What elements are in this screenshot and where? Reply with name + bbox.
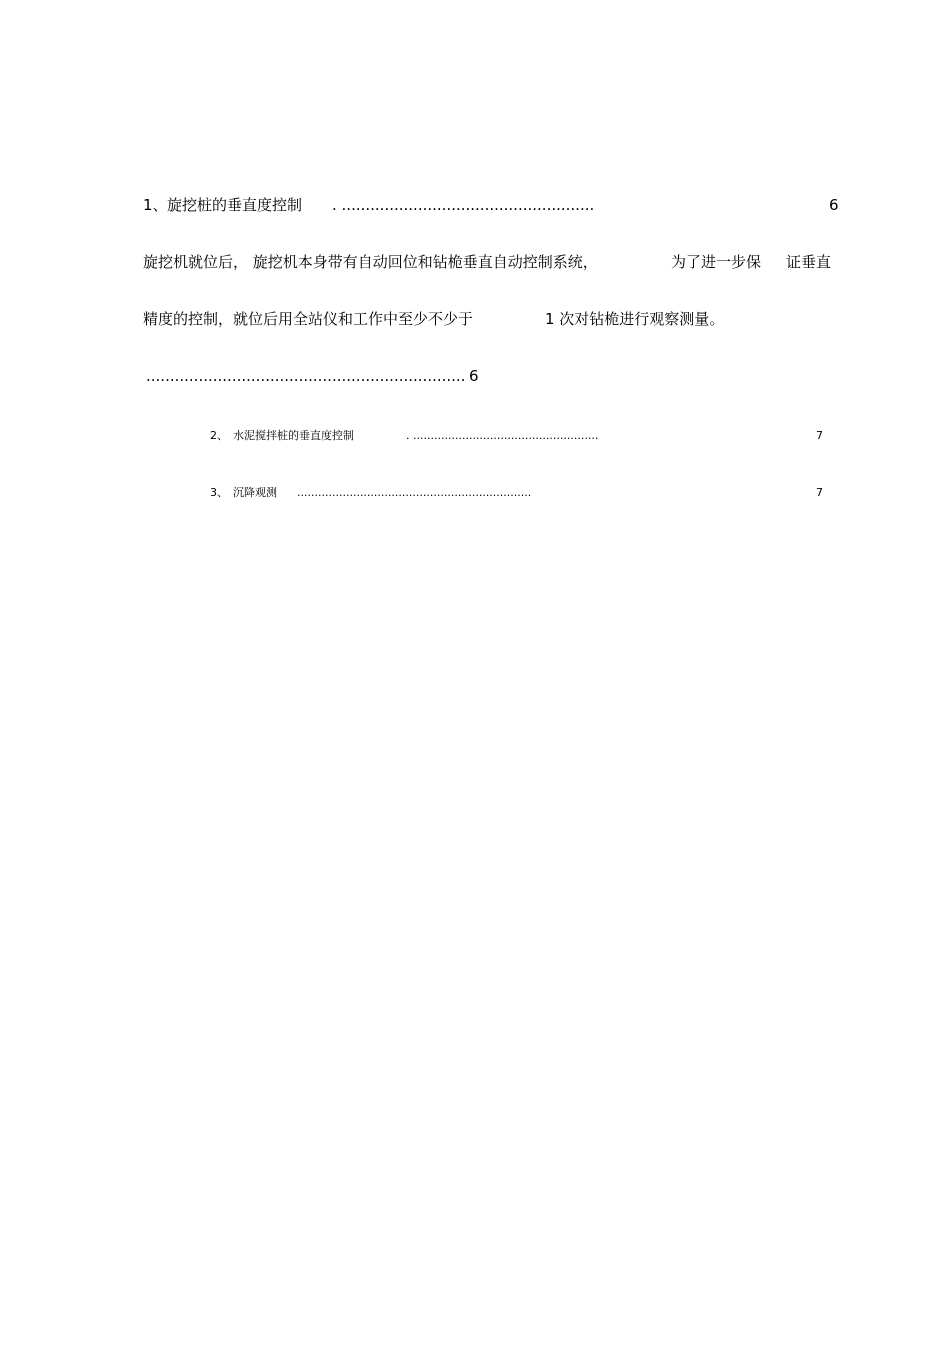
toc-entry-number: 3、 <box>210 486 228 499</box>
paragraph-line-1-part-1: 旋挖机就位后， 旋挖机本身带有自动回位和钻桅垂直自动控制系统， <box>143 253 598 271</box>
paragraph-line-2-part-1: 精度的控制，就位后用全站仪和工作中至少不少于 <box>143 310 474 328</box>
toc-entry-page: 7 <box>816 429 823 442</box>
toc-entry-page: 6 <box>829 196 839 214</box>
toc-entry-number: 2、 <box>210 429 228 442</box>
paragraph-page: 6 <box>469 367 479 385</box>
paragraph-line-1-part-2: 为了进一步保 <box>671 253 762 271</box>
toc-entry-title: 水泥搅拌桩的垂直度控制 <box>233 429 354 442</box>
toc-entry-number: 1、 <box>143 196 168 214</box>
paragraph-leader: ................................................................... <box>146 367 466 385</box>
paragraph-line-1-part-3: 证垂直 <box>786 253 832 271</box>
paragraph-line-2-part-2: 1 次对钻桅进行观察测量。 <box>545 310 725 328</box>
toc-entry-title: 旋挖桩的垂直度控制 <box>167 196 303 214</box>
toc-entry-page: 7 <box>816 486 823 499</box>
toc-entry-leader: . ..................................................... <box>406 429 599 442</box>
toc-entry-leader: ................................................................... <box>297 486 532 499</box>
toc-entry-title: 沉降观测 <box>233 486 277 499</box>
toc-entry-leader: . ..................................................... <box>332 196 595 214</box>
